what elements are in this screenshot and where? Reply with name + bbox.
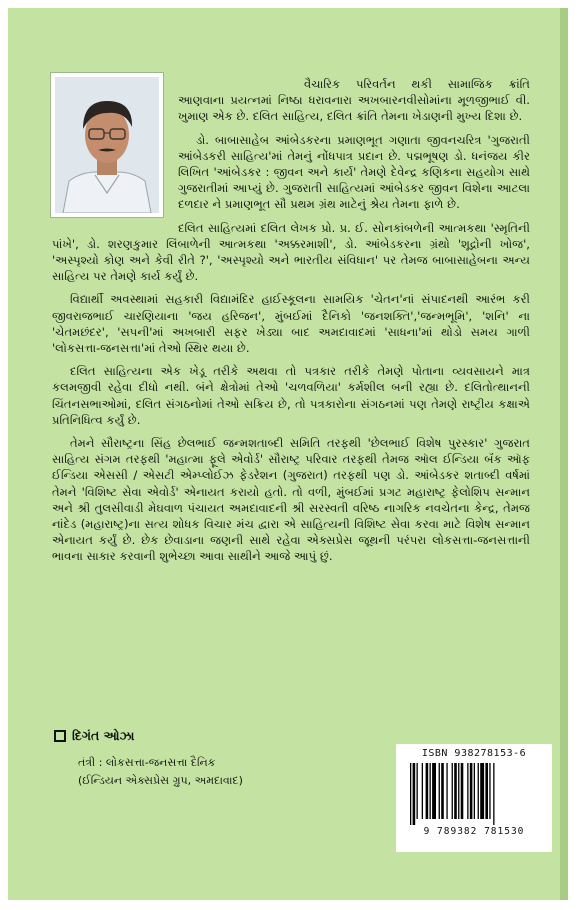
barcode-bar xyxy=(441,763,444,819)
paragraph: વૈચારિક પરિવર્તન થકી સામાજિક ક્રાંતિ આણવાના પ્રયત્નમાં નિષ્ઠા ધરાવનારા અખબારનવીસોમાંના મૂળજીભાઈ વી. ખુમાણ એક છે. દલિત સાહિત્ય, દલિત ક્રાંતિ તેમના ખેડાણની મુખ્ય દિશા છે. xyxy=(178,77,530,124)
barcode-bar xyxy=(489,763,490,819)
barcode-bar xyxy=(452,763,453,819)
barcode-bar xyxy=(454,763,457,819)
barcode-panel xyxy=(396,744,552,852)
barcode-bar xyxy=(417,763,418,819)
ean-number: 9 789382 781530 xyxy=(423,826,525,837)
signature-line xyxy=(54,728,134,744)
paragraph: દલિત સાહિત્યમાં દલિત લેખક પ્રો. પ્ર. ઈ. સોનકાંબળેની આત્મકથા 'સ્મૃતિની પાંખે', ડો. શરણકુમાર લિંબાળેની આત્મકથા 'અક્કરમાશી', ડો. આંબેડકરના ગ્રંથો 'શૂદ્રોની ખોજ', 'અસ્પૃશ્યો કોણ અને કેવી રીતે ?', 'અસ્પૃશ્યો અને ભારતીય સંવિધાન' પર તેમજ બાબાસાહેબના અન્ય સાહિત્ય પર તેમણે કાર્ય કર્યું છે. xyxy=(52,220,530,284)
barcode-bar xyxy=(410,763,411,825)
barcode-bar xyxy=(422,763,423,819)
barcode-bar xyxy=(478,763,479,819)
barcode-bar xyxy=(458,763,459,819)
barcode-bar xyxy=(474,763,475,819)
barcode-bar xyxy=(480,763,484,819)
paragraph: દલિત સાહિત્યના એક ખેડૂ તરીકે અથવા તો પત્રકાર તરીકે તેમણે પોતાના વ્યવસાયને માત્ર કલમજીવી રહેવા દીધો નથી. બંને ક્ષેત્રોમાં તેઓ 'ચળવળિયા' કર્મશીલ બની રહ્યા છે. દલિતોત્થાનની ચિંતનસભાઓમાં, દલિત સંગઠનોમાં તેઓ સક્રિય છે, તો પત્રકારોના સંગઠનમાં પણ તેમણે રાષ્ટ્રીય કક્ષાએ પ્રતિનિધિત્વ કર્યું છે. xyxy=(52,364,530,427)
about-author-text xyxy=(52,76,530,572)
paragraph: ડો. બાબાસાહેબ આંબેડકરના પ્રમાણભૂત ગણાતા જીવનચરિત્ર 'ગુજરાતી આંબેડકરી સાહિત્ય'માં તેમનું નોંધપાત્ર પ્રદાન છે. પદ્મભૂષણ ડો. ધનંજય કીર લિખિત 'આંબેડકર : જીવન અને કાર્ય' તેમણે દેવેન્દ્ર કણિકના સહયોગ સાથે ગુજરાતીમાં આપ્યું છે. ગુજરાતી સાહિત્યમાં આંબેડકર જીવન વિશેના આટલા દળદાર ને પ્રમાણભૂત સૌ પ્રથમ ગ્રંથ માટેનું શ્રેય તેમના ફાળે છે. xyxy=(178,132,530,212)
barcode-bar xyxy=(461,763,464,819)
barcode-bar xyxy=(467,763,468,819)
isbn-text: ISBN 938278153-6 xyxy=(421,748,527,759)
back-cover xyxy=(8,8,568,900)
credit-line-1: તંત્રી : લોકસત્તા-જનસત્તા દૈનિક xyxy=(78,756,216,769)
paragraph: વિદ્યાર્થી અવસ્થામાં સહકારી વિદ્યામંદિર હાઈસ્કૂલના સામયિક 'ચેતન'નાં સંપાદનથી આરંભ કરી જીવરાજભાઈ ચારણિયાના 'જય હરિજન', મુંબઈમાં દૈનિકો 'જનશક્તિ','જન્મભૂમિ', 'શનિ' ના 'ચેતમછંદર', 'સપની'માં અખબારી સફર ખેડ્યા બાદ અમદાવાદમાં 'સાધના'માં થોડો સમય ગાળી 'લોકસત્તા-જનસત્તા'માં તેઓ સ્થિર થયા છે. xyxy=(52,292,530,356)
barcode-bar xyxy=(470,763,473,819)
barcode-bar xyxy=(439,763,440,819)
barcode-bar xyxy=(485,763,488,819)
barcode-bar xyxy=(493,763,494,825)
credit-line-2: (ઈન્ડિયન એક્સપ્રેસ ગ્રુપ, અમદાવાદ) xyxy=(78,774,243,787)
barcode-bars-icon xyxy=(406,763,542,825)
barcode-bar xyxy=(426,763,429,819)
barcode-bar xyxy=(432,763,436,819)
barcode-bar xyxy=(446,763,447,819)
signatory-credit xyxy=(78,754,243,790)
signatory-name: દિગંત ઓઝા xyxy=(72,728,135,743)
barcode-bar xyxy=(430,763,431,819)
barcode-bar xyxy=(413,763,416,825)
paragraph: તેમને સૌરાષ્ટ્રના સિંહ છેલભાઈ જન્મશતાબ્દી સમિતિ તરફથી 'છેલભાઈ વિશેષ પુરસ્કાર' ગુજરાત સાહિત્ય સંગમ તરફથી 'મહાત્મા ફૂલે એવોર્ડ' સૌરાષ્ટ્ર પરિવાર તરફથી તેમજ ઑલ ઈન્ડિયા બૅંક ઑફ ઈન્ડિયા એસસી / એસટી એમ્પ્લોઈઝ ફેડરેશન (ગુજરાત) તરફથી પણ ડો. આંબેડકર શતાબ્દી વર્ષમાં તેમને 'વિશિષ્ટ સેવા એવોર્ડ' એનાયત કરાયો હતો. તો વળી, મુંબઈમાં પ્રગટ મહારાષ્ટ્ર ફેલોશિપ સન્માન અને શ્રી તુલસીવાડી મેઘવાળ પંચાયત અમદાવાદની શ્રી સરસ્વતી વરિષ્ઠ નાગરિક નવચેતના કેન્દ્ર, તેમજ નાંદેડ (મહારાષ્ટ્ર)ના સત્ય શોધક વિચાર મંચ દ્વારા એ સાહિત્યની વિશિષ્ટ સેવા કરવા માટે વિશેષ સન્માન એનાયત કર્યું છે. છેક છેવાડાના જણની સાથે રહેવા એક્સપ્રેસ જૂથની પરંપરા લોકસત્તા-જનસત્તાની ભાવના સાકાર કરવાની શુભેચ્છા આવા સાથીને આજે આપું છું. xyxy=(52,436,530,564)
square-bullet-icon xyxy=(54,730,66,742)
